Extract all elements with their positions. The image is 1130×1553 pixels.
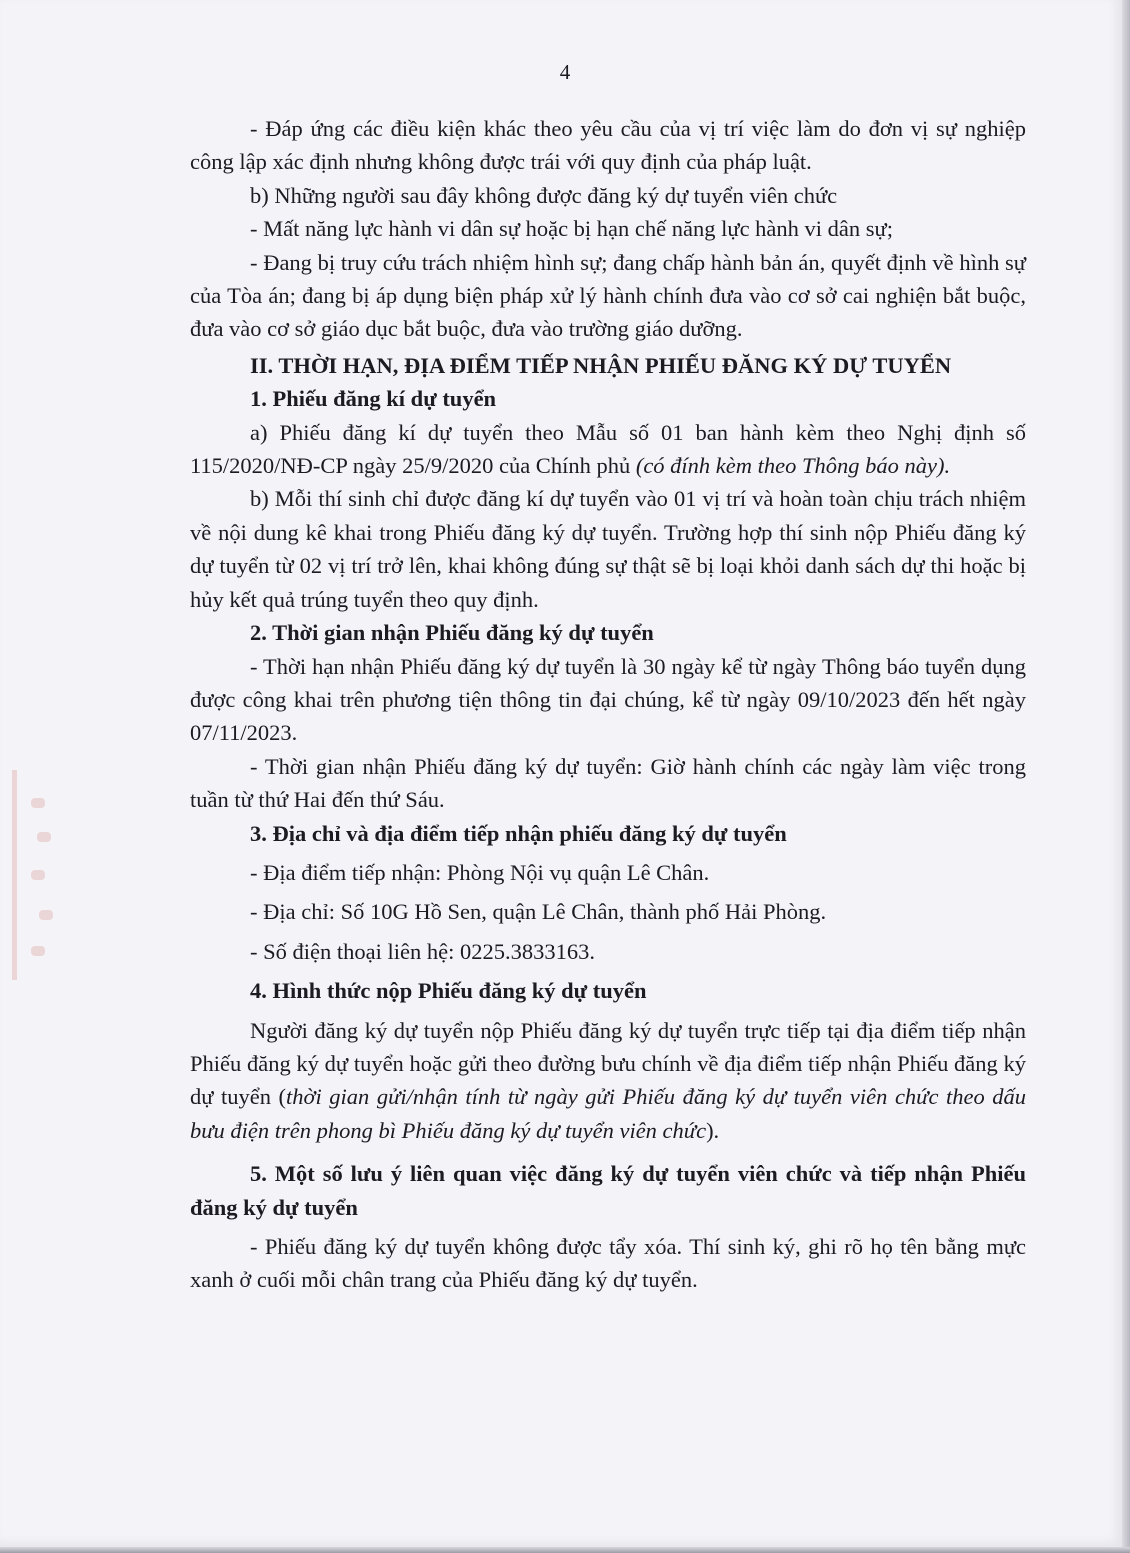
paragraph-other-conditions: - Đáp ứng các điều kiện khác theo yêu cầu của vị trí việc làm do đơn vị sự nghiệp công lập xác định nhưng không được trái với quy định của pháp luật. bbox=[190, 116, 1026, 175]
paragraph-submission: Người đăng ký dự tuyển nộp Phiếu đăng ký dự tuyển trực tiếp tại địa điểm tiếp nhận Phiếu đăng ký dự tuyển hoặc gửi theo đường bưu chính về địa điểm tiếp nhận Phiếu đăng ký dự tuyển (thời gian gửi/nhận tính từ ngày gửi Phiếu đăng ký dự tuyển viên chức theo dấu bưu điện trên phong bì Phiếu đăng ký dự tuyển viên chức). bbox=[190, 1017, 1026, 1143]
page-edge-right bbox=[1122, 0, 1130, 1553]
paragraph-office-hours: - Thời gian nhận Phiếu đăng ký dự tuyển: Giờ hành chính các ngày làm việc trong tuần từ thứ Hai đến thứ Sáu. bbox=[190, 753, 1026, 813]
heading-submission-method: 4. Hình thức nộp Phiếu đăng ký dự tuyển bbox=[250, 978, 647, 1004]
paragraph-form-template: a) Phiếu đăng kí dự tuyển theo Mẫu số 01 ban hành kèm theo Nghị định số 115/2020/NĐ-CP ngày 25/9/2020 của Chính phủ (có đính kèm theo Thông báo này). bbox=[190, 419, 1026, 479]
heading-notes: 5. Một số lưu ý liên quan việc đăng ký dự tuyển viên chức và tiếp nhận Phiếu đăng ký dự tuyển bbox=[190, 1161, 1026, 1220]
postal-note: thời gian gửi/nhận tính từ ngày gửi Phiếu đăng ký dự tuyển viên chức theo dấu bưu điện trên phong bì Phiếu đăng ký dự tuyển viên chức bbox=[190, 1084, 1026, 1143]
paragraph-ineligible-intro: b) Những người sau đây không được đăng ký dự tuyển viên chức bbox=[250, 182, 838, 208]
page-number: 4 bbox=[559, 60, 571, 84]
paragraph-civil-capacity: - Mất năng lực hành vi dân sự hoặc bị hạn chế năng lực hành vi dân sự; bbox=[250, 216, 893, 242]
paragraph-no-erasure: - Phiếu đăng ký dự tuyển không được tẩy xóa. Thí sinh ký, ghi rõ họ tên bằng mực xanh ở cuối mỗi chân trang của Phiếu đăng ký dự tuyển. bbox=[190, 1234, 1026, 1293]
paragraph-location: - Địa điểm tiếp nhận: Phòng Nội vụ quận Lê Chân. bbox=[250, 859, 710, 885]
section-heading-ii: II. THỜI HẠN, ĐỊA ĐIỂM TIẾP NHẬN PHIẾU ĐĂNG KÝ DỰ TUYỂN bbox=[250, 352, 952, 378]
paragraph-criminal-status: - Đang bị truy cứu trách nhiệm hình sự; đang chấp hành bản án, quyết định về hình sự của Tòa án; đang bị áp dụng biện pháp xử lý hành chính đưa vào cơ sở cai nghiện bắt buộc, đưa vào cơ sở giáo dục bắt buộc, đưa vào trường giáo dưỡng. bbox=[190, 249, 1026, 342]
attachment-note: (có đính kèm theo Thông báo này). bbox=[635, 453, 951, 479]
heading-address: 3. Địa chỉ và địa điểm tiếp nhận phiếu đăng ký dự tuyển bbox=[250, 820, 787, 846]
paragraph-deadline: - Thời hạn nhận Phiếu đăng ký dự tuyển là 30 ngày kể từ ngày Thông báo tuyển dụng được công khai trên phương tiện thông tin đại chúng, kể từ ngày 09/10/2023 đến hết ngày 07/11/2023. bbox=[190, 653, 1026, 746]
heading-registration-form: 1. Phiếu đăng kí dự tuyển bbox=[250, 386, 497, 412]
document-body bbox=[190, 112, 1026, 1297]
paragraph-phone: - Số điện thoại liên hệ: 0225.3833163. bbox=[250, 938, 595, 964]
page-edge-bottom bbox=[0, 1547, 1130, 1553]
red-stamp-fragment bbox=[12, 770, 75, 980]
heading-receiving-time: 2. Thời gian nhận Phiếu đăng ký dự tuyển bbox=[250, 620, 654, 646]
paragraph-one-position: b) Mỗi thí sinh chỉ được đăng kí dự tuyển vào 01 vị trí và hoàn toàn chịu trách nhiệm về nội dung kê khai trong Phiếu đăng ký dự tuyển. Trường hợp thí sinh nộp Phiếu đăng ký dự tuyển từ 02 vị trí trở lên, khai không đúng sự thật sẽ bị loại khỏi danh sách dự thi hoặc bị hủy kết quả trúng tuyển theo quy định. bbox=[190, 486, 1026, 612]
paragraph-address: - Địa chỉ: Số 10G Hồ Sen, quận Lê Chân, thành phố Hải Phòng. bbox=[250, 899, 827, 925]
